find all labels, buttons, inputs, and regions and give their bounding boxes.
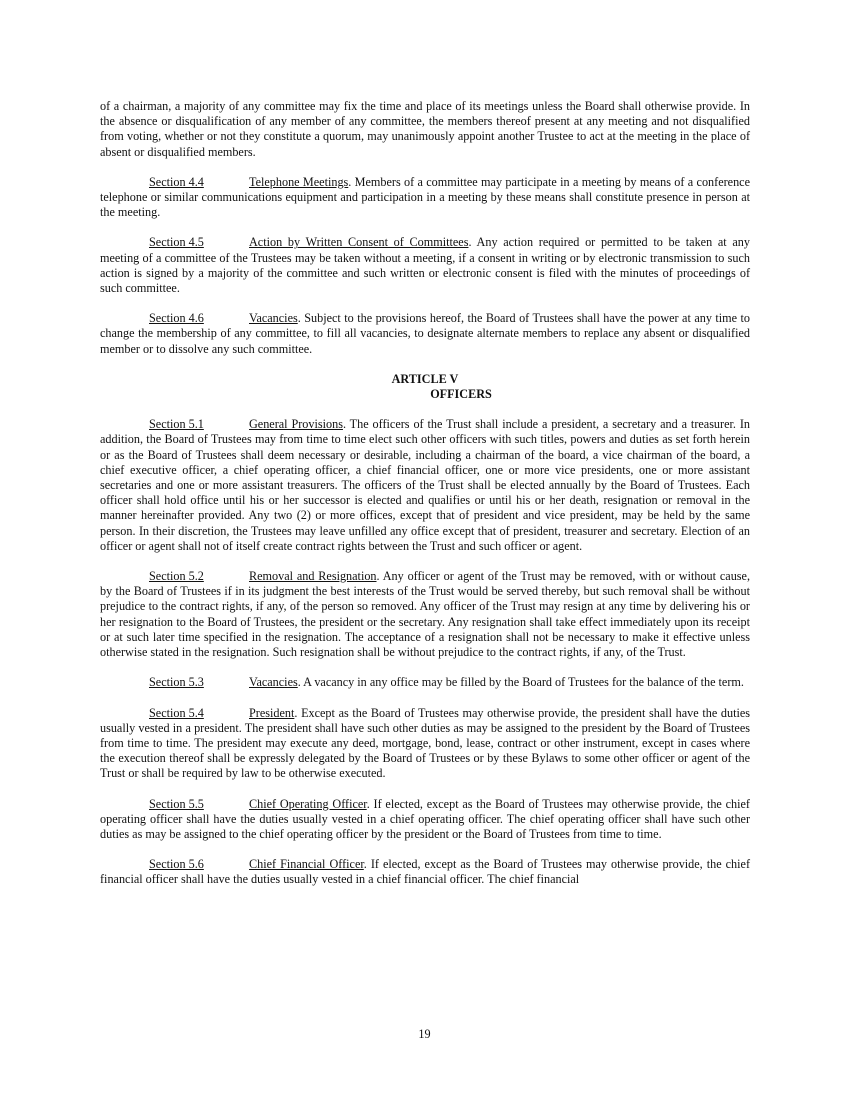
section-number: Section 5.4: [149, 705, 204, 720]
page-number: 19: [418, 1027, 431, 1041]
section-body: . If elected, except as the Board of Trustees may otherwise provide, the chief financial officer shall have the duties usually vested in a chief financial officer. The chief financial: [100, 857, 751, 887]
section-title: Vacancies: [249, 675, 298, 690]
section-title: Vacancies: [249, 311, 298, 326]
section-number: Section 4.5: [149, 235, 204, 250]
section-number: Section 4.6: [149, 311, 204, 326]
section-number: Section 5.1: [149, 417, 204, 432]
section-title: Telephone Meetings: [249, 174, 349, 189]
section-body: . A vacancy in any office may be filled by the Board of Trustees for the balance of the term.: [297, 675, 744, 690]
section-body: . Subject to the provisions hereof, the Board of Trustees shall have the power at any time to change the membership of any committee, to fill all vacancies, to designate alternate members to replace any absent or disqualified member or to dissolve any such committee.: [100, 311, 750, 356]
section-body: . Any action required or permitted to be taken at any meeting of a committee of the Trustees may be taken without a meeting, if a consent in writing or by electronic transmission to such action is signed by a majority of the committee and such written or electronic consent is filed with the minutes of proceedings of such committee.: [100, 235, 750, 296]
section-number: Section 5.6: [149, 857, 204, 872]
section-5-3: [100, 675, 750, 690]
section-number: Section 4.4: [149, 174, 204, 189]
intro-paragraph: of a chairman, a majority of any committee may fix the time and place of its meetings unless the Board shall otherwise provide. In the absence or disqualification of any member of any committee, the members thereof present at any meeting and not disqualified from voting, whether or not they constitute a quorum, may unanimously appoint another Trustee to act at the meeting in the place of absent or disqualified members.: [100, 99, 750, 159]
section-5-4: [100, 706, 750, 782]
article-heading: [100, 372, 750, 402]
section-title: Removal and Resignation: [249, 569, 377, 584]
section-title: President: [249, 705, 295, 720]
document-page: [100, 99, 750, 903]
section-number: Section 5.2: [149, 569, 204, 584]
section-title: Action by Written Consent of Committees: [249, 235, 469, 250]
section-body: . Any officer or agent of the Trust may be removed, with or without cause, by the Board of Trustees if in its judgment the best interests of the Trust would be served thereby, but such removal shall be without prejudice to the contract rights, if any, of the person so removed. Any officer of the Trust may resign at any time by delivering his or her resignation to the Board of Trustees, the president or the secretary. Any resignation shall take effect immediately upon its receipt or at such later time specified in the resignation. The acceptance of a resignation shall not be necessary to make it effective unless otherwise stated in the resignation. Such resignation shall be without prejudice to the contract rights, if any, of the Trust.: [100, 569, 750, 660]
article-title: OFFICERS: [430, 387, 492, 402]
section-title: Chief Operating Officer: [249, 796, 367, 811]
section-title: Chief Financial Officer: [249, 857, 364, 872]
section-4-6: [100, 311, 750, 357]
section-5-6: [100, 857, 750, 887]
section-title: General Provisions: [249, 417, 343, 432]
section-body: . The officers of the Trust shall include a president, a secretary and a treasurer. In addition, the Board of Trustees may from time to time elect such other officers with such titles, powers and duties as set forth herein or as the Board of Trustees shall deem necessary or desirable, including a chairman of the board, a vice chairman of the board, a chief executive officer, a chief operating officer, a chief financial officer, one or more vice presidents, one or more assistant secretaries and one or more assistant treasurers. The officers of the Trust shall be elected annually by the Board of Trustees. Each officer shall hold office until his or her successor is elected and qualifies or until his or her death, resignation or removal in the manner hereinafter provided. Any two (2) or more offices, except that of president and vice president, may be held by the same person. In their discretion, the Trustees may leave unfilled any office except that of president, treasurer and secretary. Election of an officer or agent shall not of itself create contract rights between the Trust and such officer or agent.: [100, 417, 750, 553]
section-body: . Except as the Board of Trustees may otherwise provide, the president shall have the duties usually vested in a president. The president shall have such other duties as may be assigned to the president by the Board of Trustees from time to time. The president may execute any deed, mortgage, bond, lease, contract or other instrument, except in cases where the execution thereof shall be expressly delegated by the Board of Trustees or by these Bylaws to some other officer or agent of the Trust or shall be required by law to be otherwise executed.: [100, 705, 750, 781]
article-number: ARTICLE V: [391, 371, 459, 386]
section-4-4: [100, 175, 750, 221]
section-number: Section 5.3: [149, 675, 204, 690]
section-5-1: [100, 417, 750, 554]
section-5-2: [100, 569, 750, 660]
section-number: Section 5.5: [149, 796, 204, 811]
section-5-5: [100, 797, 750, 843]
section-4-5: [100, 235, 750, 296]
section-body: . Members of a committee may participate in a meeting by means of a conference telephone or similar communications equipment and participation in a meeting by these means shall constitute presence in person at the meeting.: [100, 174, 750, 220]
section-body: . If elected, except as the Board of Trustees may otherwise provide, the chief operating officer shall have the duties usually vested in a chief operating officer. The chief operating officer shall have such other duties as may be assigned to the chief operating officer by the president or the Board of Trustees from time to time.: [100, 796, 750, 841]
